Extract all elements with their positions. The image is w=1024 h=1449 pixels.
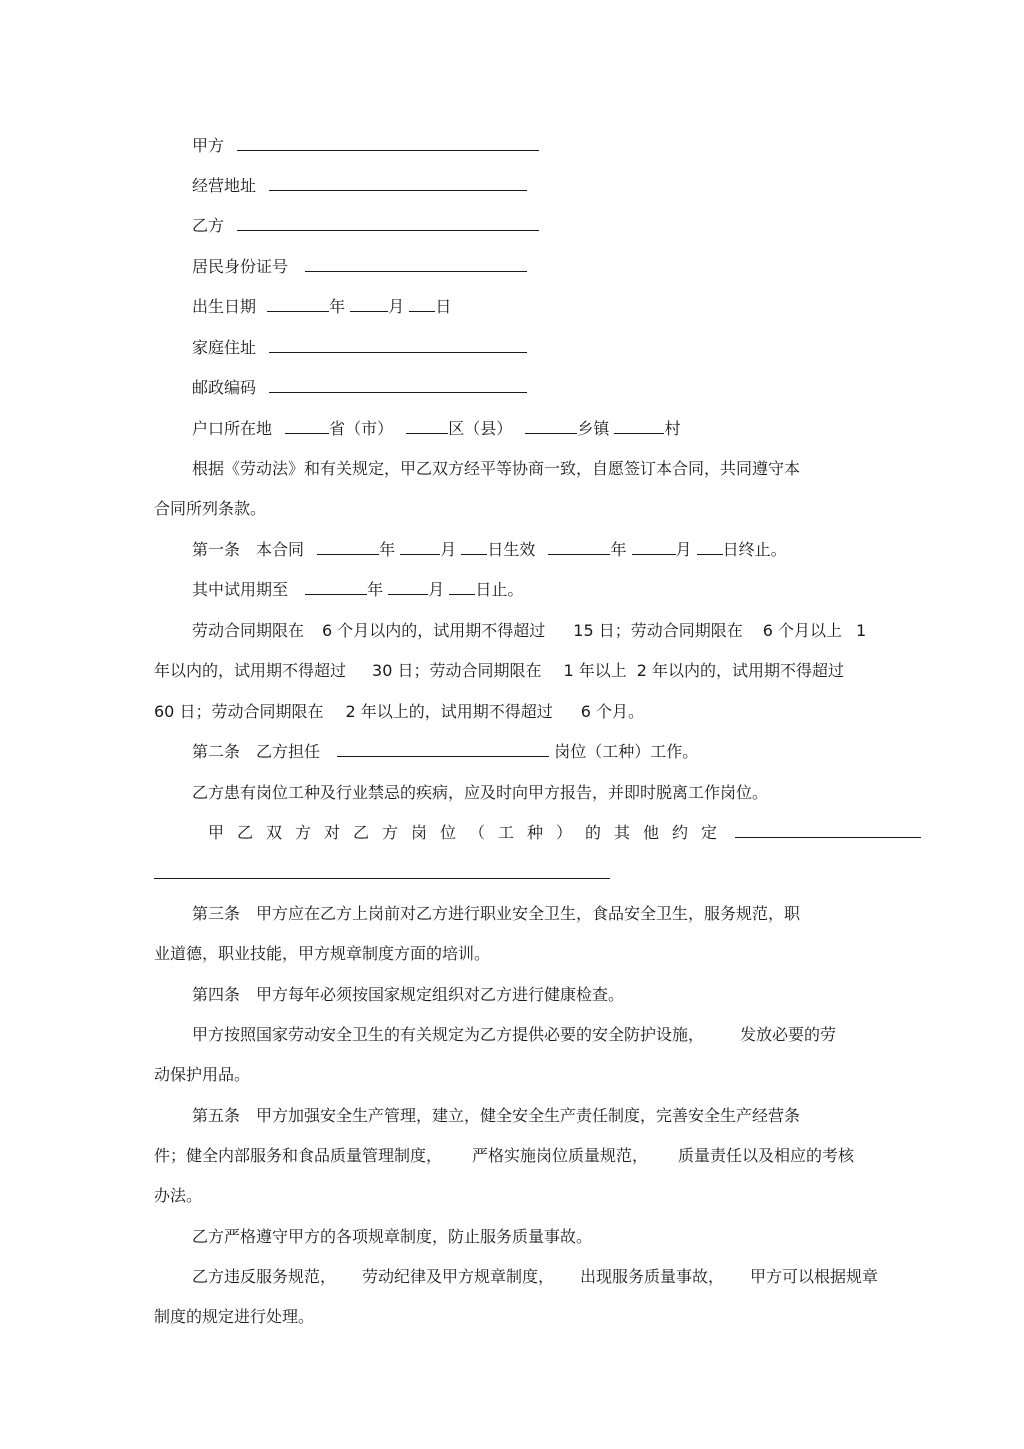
- hukou-province-blank[interactable]: [285, 417, 329, 434]
- hukou-village-unit: 村: [664, 419, 681, 438]
- start-month-blank[interactable]: [400, 538, 440, 555]
- other-agreement-blank-2[interactable]: [154, 862, 610, 879]
- article-5-text: 件；健全内部服务和食品质量管理制度，: [154, 1146, 443, 1165]
- party-b-label: 乙方: [192, 216, 225, 235]
- end-month-unit: 月: [675, 540, 692, 559]
- rule-text: 6 个月以内的，试用期不得超过: [322, 621, 546, 640]
- article-3-line-1: 第三条 甲方应在乙方上岗前对乙方进行职业安全卫生，食品安全卫生，服务规范，职: [192, 904, 801, 923]
- article-5-line-4: 乙方严格遵守甲方的各项规章制度，防止服务质量事故。: [192, 1227, 593, 1246]
- birth-date-row: [192, 295, 451, 319]
- rule-text: 60 日；劳动合同期限在: [154, 702, 324, 721]
- article-5-text: 乙方违反服务规范，: [192, 1267, 337, 1286]
- party-a-label: 甲方: [192, 136, 225, 155]
- start-month-unit: 月: [440, 540, 457, 559]
- article-5-line-1: 第五条 甲方加强安全生产管理，建立，健全安全生产责任制度，完善安全生产经营条: [192, 1106, 801, 1125]
- probation-year-blank[interactable]: [305, 578, 367, 595]
- rule-text: 6 个月。: [580, 702, 645, 721]
- hukou-town-unit: 乡镇: [577, 419, 610, 438]
- rule-text: 6 个月以上: [762, 621, 843, 640]
- postal-code-row: [192, 376, 527, 400]
- article-4-text: 甲方按照国家劳动安全卫生的有关规定为乙方提供必要的安全防护设施，: [192, 1025, 705, 1044]
- probation-month-unit: 月: [428, 580, 445, 599]
- article-5-line-6: 制度的规定进行处理。: [154, 1307, 315, 1326]
- article-1-term: [192, 538, 787, 562]
- party-b-row: [192, 214, 539, 238]
- hukou-district-unit: 区（县）: [448, 419, 513, 438]
- id-number-blank[interactable]: [305, 255, 527, 272]
- business-address-blank[interactable]: [269, 174, 527, 191]
- postal-code-label: 邮政编码: [192, 378, 257, 397]
- article-1-prefix: 第一条 本合同: [192, 540, 305, 559]
- article-4-text: 发放必要的劳: [740, 1025, 837, 1044]
- rule-text: 30 日；劳动合同期限在: [372, 661, 542, 680]
- article-4-line-3: 动保护用品。: [154, 1065, 251, 1084]
- hukou-row: [192, 417, 680, 441]
- end-year-blank[interactable]: [548, 538, 610, 555]
- article-5-text: 出现服务质量事故，: [580, 1267, 725, 1286]
- home-address-label: 家庭住址: [192, 338, 257, 357]
- article-2-disease: 乙方患有岗位工种及行业禁忌的疾病，应及时向甲方报告，并即时脱离工作岗位。: [192, 783, 769, 802]
- start-effective: 日生效: [487, 540, 536, 559]
- hukou-label: 户口所在地: [192, 419, 273, 438]
- rule-text: 年以内的，试用期不得超过: [154, 661, 347, 680]
- party-b-blank[interactable]: [237, 214, 539, 231]
- position-blank[interactable]: [337, 740, 549, 757]
- preamble-line-1: 根据《劳动法》和有关规定，甲乙双方经平等协商一致，自愿签订本合同，共同遵守本: [192, 459, 801, 478]
- birth-month-unit: 月: [388, 297, 405, 316]
- article-2-prefix: 第二条 乙方担任: [192, 742, 321, 761]
- birth-day-unit: 日: [435, 297, 452, 316]
- article-2-other-row: [208, 821, 921, 845]
- article-2-other-label: 甲乙双方对乙方岗位（工种）的其他约定: [208, 823, 731, 842]
- birth-day-blank[interactable]: [409, 295, 435, 312]
- probation-rule-line-1: [192, 619, 866, 643]
- preamble-line-2: 合同所列条款。: [154, 499, 267, 518]
- party-a-blank[interactable]: [237, 134, 539, 151]
- article-5-line-5: [192, 1265, 878, 1289]
- home-address-row: [192, 336, 527, 360]
- business-address-row: [192, 174, 527, 198]
- probation-row: [192, 578, 523, 602]
- postal-code-blank[interactable]: [269, 376, 527, 393]
- party-a-row: [192, 134, 539, 158]
- start-year-blank[interactable]: [317, 538, 379, 555]
- id-number-row: [192, 255, 527, 279]
- home-address-blank[interactable]: [269, 336, 527, 353]
- probation-prefix: 其中试用期至: [192, 580, 289, 599]
- rule-text: 2 年以上的，试用期不得超过: [345, 702, 553, 721]
- probation-rule-line-2: [154, 659, 844, 683]
- article-2-position: [192, 740, 698, 764]
- article-5-text: 甲方可以根据规章: [750, 1267, 879, 1286]
- start-year-unit: 年: [379, 540, 396, 559]
- other-agreement-blank[interactable]: [735, 821, 921, 838]
- probation-rule-line-3: [154, 700, 644, 724]
- business-address-label: 经营地址: [192, 176, 257, 195]
- article-4-line-1: 第四条 甲方每年必须按国家规定组织对乙方进行健康检查。: [192, 985, 625, 1004]
- end-day-blank[interactable]: [697, 538, 723, 555]
- hukou-province-unit: 省（市）: [329, 419, 394, 438]
- birth-date-label: 出生日期: [192, 297, 257, 316]
- birth-year-unit: 年: [329, 297, 346, 316]
- hukou-town-blank[interactable]: [525, 417, 577, 434]
- hukou-village-blank[interactable]: [614, 417, 664, 434]
- article-5-text: 严格实施岗位质量规范，: [472, 1146, 649, 1165]
- birth-year-blank[interactable]: [267, 295, 329, 312]
- article-5-line-3: 办法。: [154, 1186, 203, 1205]
- end-terminate: 日终止。: [722, 540, 787, 559]
- rule-text: 劳动合同期限在: [192, 621, 305, 640]
- hukou-district-blank[interactable]: [406, 417, 448, 434]
- article-5-text: 质量责任以及相应的考核: [678, 1146, 855, 1165]
- probation-year-unit: 年: [367, 580, 384, 599]
- probation-month-blank[interactable]: [388, 578, 428, 595]
- article-4-line-2: [192, 1023, 836, 1047]
- rule-text: 15 日；劳动合同期限在: [573, 621, 743, 640]
- birth-month-blank[interactable]: [350, 295, 388, 312]
- end-year-unit: 年: [610, 540, 627, 559]
- rule-text: 1 年以上: [563, 661, 627, 680]
- probation-end: 日止。: [475, 580, 524, 599]
- id-number-label: 居民身份证号: [192, 257, 289, 276]
- start-day-blank[interactable]: [461, 538, 487, 555]
- rule-text: 1: [856, 621, 867, 640]
- article-5-text: 劳动纪律及甲方规章制度，: [362, 1267, 555, 1286]
- probation-day-blank[interactable]: [449, 578, 475, 595]
- end-month-blank[interactable]: [632, 538, 676, 555]
- article-5-line-2: [154, 1144, 854, 1168]
- rule-text: 2 年以内的，试用期不得超过: [636, 661, 845, 680]
- article-3-line-2: 业道德，职业技能，甲方规章制度方面的培训。: [154, 944, 491, 963]
- article-2-suffix: 岗位（工种）工作。: [554, 742, 699, 761]
